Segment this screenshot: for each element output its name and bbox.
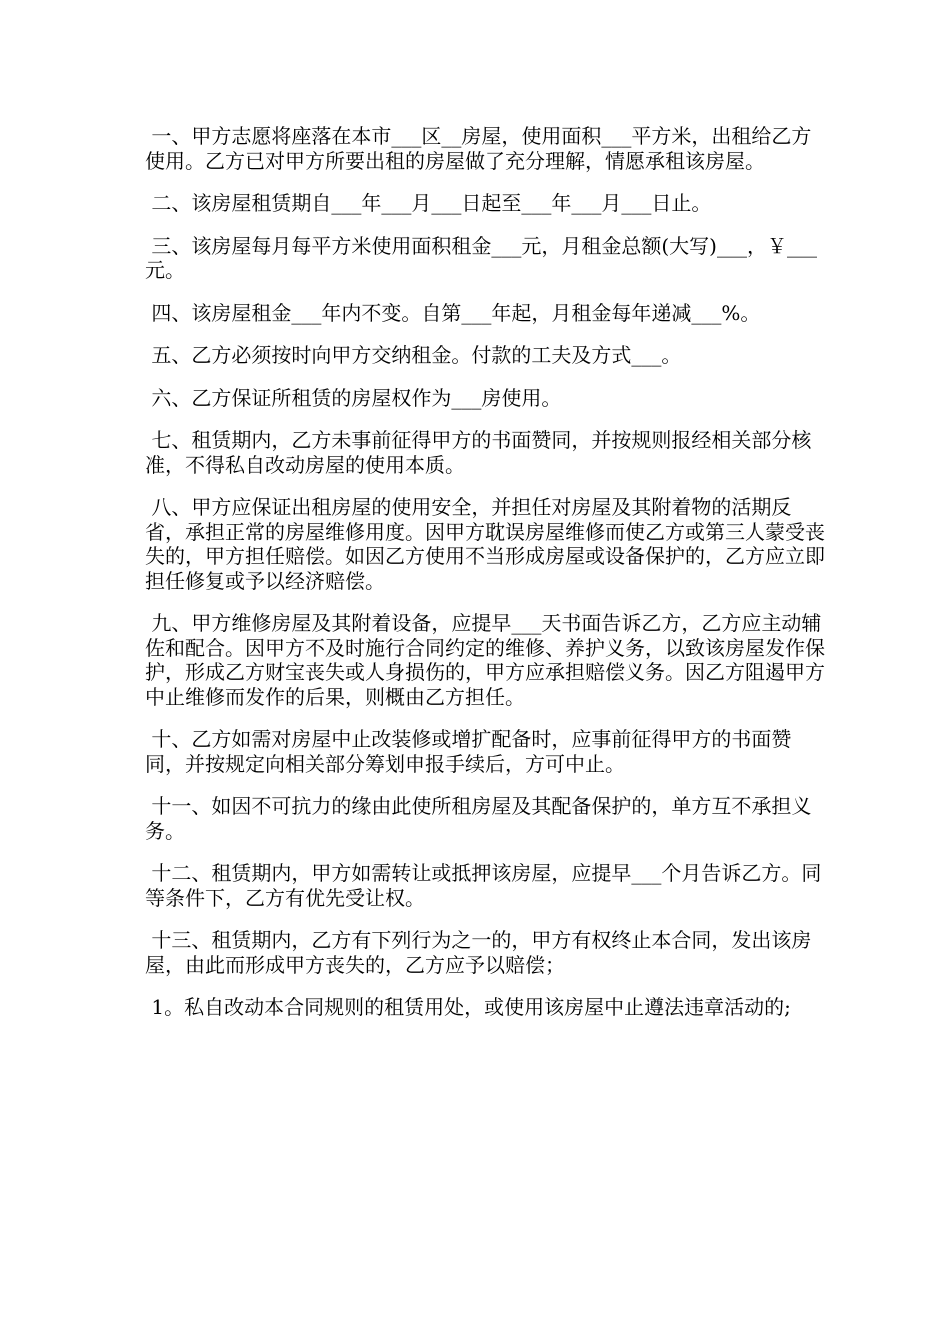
clause-3: 三、该房屋每月每平方米使用面积租金___元，月租金总额(大写)___，￥___元。 xyxy=(145,233,817,282)
clause-5: 五、乙方必须按时向甲方交纳租金。付款的工夫及方式___。 xyxy=(145,343,682,367)
clause-8: 八、甲方应保证出租房屋的使用安全，并担任对房屋及其附着物的活期反省，承担正常的房屋维修用度。因甲方耽误房屋维修而使乙方或第三人蒙受丧失的，甲方担任赔偿。如因乙方使用不当形成房屋或设备保护的，乙方应立即担任修复或予以经济赔偿。 xyxy=(145,495,825,593)
clause-13-item-1: 1。私自改动本合同规则的租赁用处，或使用该房屋中止遵法违章活动的; xyxy=(145,995,791,1019)
clause-13: 十三、租赁期内，乙方有下列行为之一的，甲方有权终止本合同，发出该房屋，由此而形成甲方丧失的，乙方应予以赔偿； xyxy=(145,928,812,977)
clause-12: 十二、租赁期内，甲方如需转让或抵押该房屋，应提早___个月告诉乙方。同等条件下，乙方有优先受让权。 xyxy=(145,861,822,910)
clause-10: 十、乙方如需对房屋中止改装修或增扩配备时，应事前征得甲方的书面赞同，并按规定向相关部分筹划申报手续后，方可中止。 xyxy=(145,727,792,776)
clause-1: 一、甲方志愿将座落在本市___区__房屋，使用面积___平方米，出租给乙方使用。乙方已对甲方所要出租的房屋做了充分理解，情愿承租该房屋。 xyxy=(145,124,812,173)
clause-9: 九、甲方维修房屋及其附着设备，应提早___天书面告诉乙方，乙方应主动辅佐和配合。因甲方不及时施行合同约定的维修、养护义务，以致该房屋发作保护，形成乙方财宝丧失或人身损伤的，甲方应承担赔偿义务。因乙方阻遏甲方中止维修而发作的后果，则概由乙方担任。 xyxy=(145,611,825,709)
clause-11: 十一、如因不可抗力的缘由此使所租房屋及其配备保护的，单方互不承担义务。 xyxy=(145,794,812,843)
clause-2: 二、该房屋租赁期自___年___月___日起至___年___月___日止。 xyxy=(145,191,712,215)
clause-6: 六、乙方保证所租赁的房屋权作为___房使用。 xyxy=(145,385,562,410)
clause-4: 四、该房屋租金___年内不变。自第___年起，月租金每年递减___%。 xyxy=(145,300,761,325)
clause-7: 七、租赁期内，乙方未事前征得甲方的书面赞同，并按规则报经相关部分核准，不得私自改动房屋的使用本质。 xyxy=(145,428,812,477)
document-body xyxy=(145,124,825,1038)
